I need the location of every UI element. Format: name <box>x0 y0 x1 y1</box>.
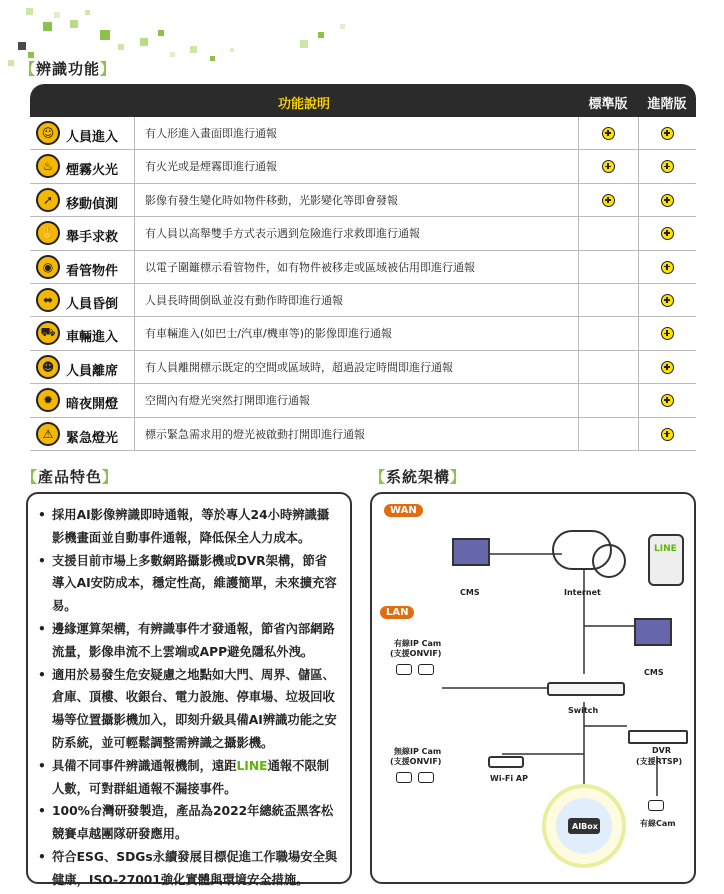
advanced-cell <box>638 117 696 150</box>
header-advanced: 進階版 <box>647 97 687 112</box>
plus-icon <box>661 394 674 407</box>
wired-ipcam-sub: (支援ONVIF) <box>390 649 442 658</box>
feature-name: 移動偵測 <box>66 196 119 212</box>
list-item: • 邊緣運算架構，有辨識事件才發通報，節省內部網路流量，影像串流不上雲端或APP避免隱私外洩。 <box>38 618 338 664</box>
feature-name: 暗夜開燈 <box>66 397 119 413</box>
product-box <box>26 492 352 887</box>
list-item: • 符合ESG、SDGs永續發展目標促進工作職場安全與健康，ISO-27001強化實體與環境安全措施。 <box>38 846 338 892</box>
plus-icon <box>661 327 674 340</box>
standard-cell <box>578 284 638 317</box>
dvr-icon <box>628 730 688 744</box>
person-fall-icon: ⬌ <box>36 288 60 312</box>
standard-cell <box>578 117 638 150</box>
feature-name: 煙霧火光 <box>66 163 119 179</box>
wifi-ap-label: Wi-Fi AP <box>490 774 528 783</box>
table-rows <box>30 117 696 451</box>
table-row <box>30 251 696 284</box>
standard-cell <box>578 418 638 451</box>
table-row <box>30 117 696 150</box>
feature-desc: 有人形進入畫面即進行通報 <box>134 117 578 150</box>
header-desc: 功能說明 <box>277 97 330 112</box>
wireless-cam-icon <box>418 772 434 783</box>
dvr-sub: (支援RTSP) <box>636 757 683 766</box>
advanced-cell <box>638 418 696 451</box>
architecture-diagram <box>370 492 696 884</box>
plus-icon <box>661 160 674 173</box>
list-item: • 適用於易發生危安疑慮之地點如大門、周界、儲區、倉庫、頂樓、收銀台、電力設施、停車場、垃圾回收場等位置攝影機加入，即刻升級具備AI辨識功能之安防系統，並可輕鬆調整需辨識之攝影機。 <box>38 664 338 755</box>
feature-desc: 有車輛進入(如巴士/汽車/機車等)的影像即進行通報 <box>134 317 578 350</box>
wan-label: WAN <box>384 504 423 517</box>
standard-cell <box>578 351 638 384</box>
plus-icon <box>661 261 674 274</box>
plus-icon <box>661 194 674 207</box>
standard-cell <box>578 317 638 350</box>
standard-cell <box>578 217 638 250</box>
plus-icon <box>602 127 615 140</box>
wireless-ipcam-sub: (支援ONVIF) <box>390 757 442 766</box>
list-item: • 支援目前市場上多數網路攝影機或DVR架構，節省導入AI安防成本，穩定性高，維護簡單，未來擴充容易。 <box>38 550 338 618</box>
dvr-label: DVR <box>652 746 671 755</box>
cms-label: CMS <box>460 588 480 597</box>
table-row <box>30 150 696 183</box>
lightbulb-icon: ✹ <box>36 388 60 412</box>
product-list <box>38 504 338 892</box>
arch-title: 【系統架構】 <box>370 468 467 486</box>
advanced-cell <box>638 317 696 350</box>
wired-cam-icon <box>648 800 664 811</box>
features-title: 【辨識功能】 <box>20 60 117 78</box>
advanced-cell <box>638 384 696 417</box>
table-row <box>30 351 696 384</box>
table-row <box>30 284 696 317</box>
feature-desc: 有火光或是煙霧即進行通報 <box>134 150 578 183</box>
wired-cam-label: 有線Cam <box>640 819 676 828</box>
feature-desc: 以電子圍籬標示看管物件，如有物件被移走或區域被佔用即進行通報 <box>134 251 578 284</box>
eye-icon: ◉ <box>36 255 60 279</box>
list-item: • 採用AI影像辨識即時通報，等於專人24小時辨識攝影機畫面並自動事件通報，降低保全人力成本。 <box>38 504 338 550</box>
feature-desc: 人員長時間倒臥並沒有動作時即進行通報 <box>134 284 578 317</box>
running-icon: ➚ <box>36 188 60 212</box>
cms-monitor-icon <box>452 538 490 566</box>
feature-name: 人員進入 <box>66 130 119 145</box>
advanced-cell <box>638 150 696 183</box>
table-row <box>30 384 696 417</box>
plus-icon <box>661 361 674 374</box>
lan-label: LAN <box>380 606 414 619</box>
person-leave-icon: ☻ <box>36 355 60 379</box>
feature-desc: 有人員以高舉雙手方式表示遇到危險進行求救即進行通報 <box>134 217 578 250</box>
line-badge: LINE <box>654 544 677 554</box>
advanced-cell <box>638 251 696 284</box>
advanced-cell <box>638 284 696 317</box>
feature-name: 人員昏倒 <box>66 296 119 312</box>
feature-desc: 影像有發生變化時如物件移動，光影變化等即會發報 <box>134 184 578 217</box>
internet-label: Internet <box>564 588 601 597</box>
standard-cell <box>578 251 638 284</box>
fire-icon: ♨ <box>36 154 60 178</box>
ipcam-icon <box>396 664 412 675</box>
table-row <box>30 217 696 250</box>
standard-cell <box>578 184 638 217</box>
header-standard: 標準版 <box>588 97 628 112</box>
feature-name: 車輛進入 <box>66 330 119 346</box>
plus-icon <box>661 428 674 441</box>
aibox-label: AIBox <box>572 822 598 831</box>
car-icon: ⛟ <box>36 321 60 345</box>
table-row <box>30 317 696 350</box>
advanced-cell <box>638 217 696 250</box>
feature-name: 看管物件 <box>66 263 119 279</box>
features-table <box>30 84 696 451</box>
plus-icon <box>661 227 674 240</box>
table-header <box>30 84 696 117</box>
advanced-cell <box>638 184 696 217</box>
line-keyword: LINE <box>236 758 268 773</box>
wireless-cam-icon <box>396 772 412 783</box>
raise-hand-icon: ✋ <box>36 221 60 245</box>
list-item: • 具備不同事件辨識通報機制，遠距LINE通報不限制人數，可對群組通報不漏接事件。 <box>38 755 338 801</box>
plus-icon <box>602 160 615 173</box>
switch-icon <box>547 682 625 696</box>
plus-icon <box>661 294 674 307</box>
person-enter-icon: ☺ <box>36 121 60 145</box>
cms-monitor-icon-2 <box>634 618 672 646</box>
wifi-router-icon <box>488 756 524 768</box>
switch-label: Switch <box>568 706 599 715</box>
feature-name: 緊急燈光 <box>66 430 119 446</box>
plus-icon <box>661 127 674 140</box>
alarm-light-icon: ⚠ <box>36 422 60 446</box>
table-row <box>30 184 696 217</box>
cms2-label: CMS <box>644 668 664 677</box>
wireless-ipcam-label: 無線IP Cam <box>394 747 442 756</box>
standard-cell <box>578 150 638 183</box>
advanced-cell <box>638 351 696 384</box>
product-title: 【產品特色】 <box>22 468 119 486</box>
globe-icon <box>592 544 626 578</box>
ipcam-icon <box>418 664 434 675</box>
plus-icon <box>602 194 615 207</box>
table-row <box>30 418 696 451</box>
wired-ipcam-label: 有線IP Cam <box>394 639 442 648</box>
feature-name: 人員離席 <box>66 363 119 379</box>
standard-cell <box>578 384 638 417</box>
feature-desc: 空間內有燈光突然打開即進行通報 <box>134 384 578 417</box>
list-item: • 100%台灣研發製造，產品為2022年總統盃黑客松競賽卓越團隊研發應用。 <box>38 800 338 846</box>
feature-desc: 有人員離開標示既定的空間或區域時，超過設定時間即進行通報 <box>134 351 578 384</box>
feature-name: 舉手求救 <box>66 230 119 246</box>
feature-desc: 標示緊急需求用的燈光被啟動打開即進行通報 <box>134 418 578 451</box>
phone-icon <box>648 534 684 586</box>
